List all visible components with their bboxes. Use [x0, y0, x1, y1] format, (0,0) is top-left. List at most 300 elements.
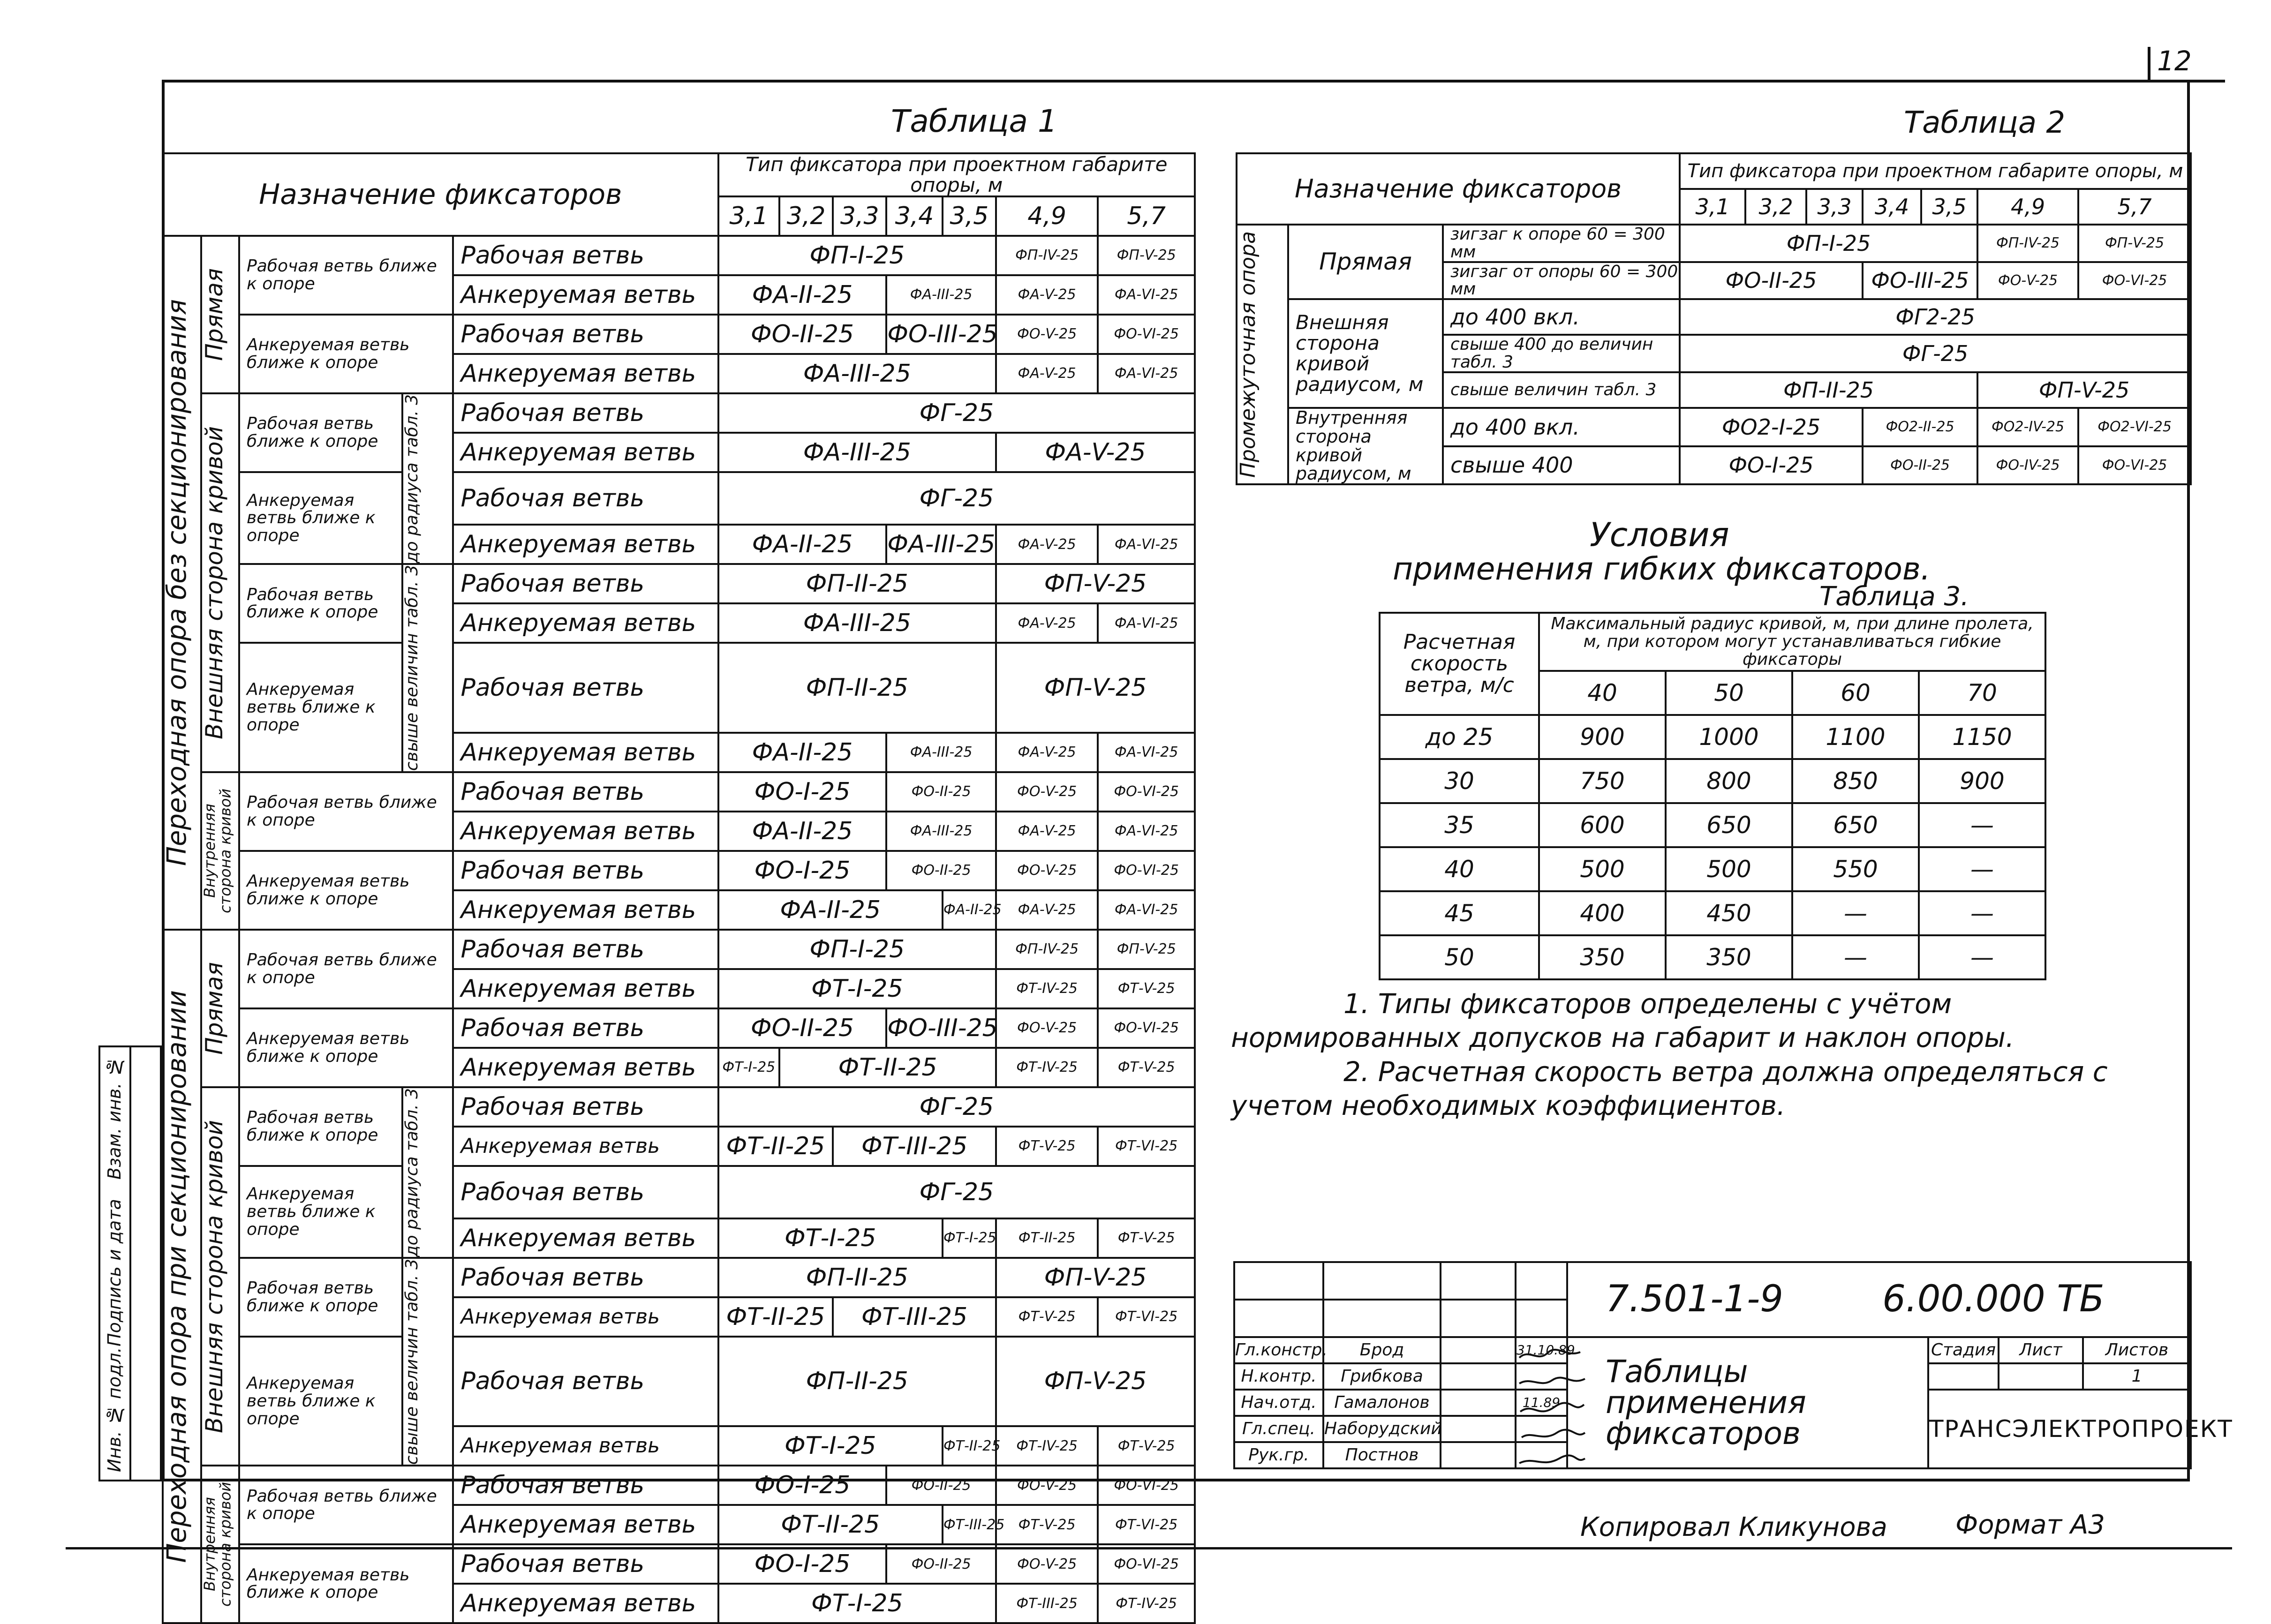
- t1-cell: ФА-V-25: [996, 433, 1195, 472]
- footer-copied: Копировал Кликунова: [1580, 1512, 1887, 1542]
- t2-cell: ФО-VI-25: [2078, 262, 2191, 300]
- t2-gauge: 5,7: [2078, 189, 2191, 225]
- t1-cell: ФО-II-25: [886, 1544, 996, 1584]
- t1-section-label: Внешняя сторона кривой: [201, 393, 240, 772]
- t2-cell: ФП-I-25: [1680, 225, 1977, 262]
- t2-cell: ФО2-II-25: [1863, 408, 1977, 446]
- t2-zigzag-to: зигзаг к опоре 60 = 300 мм: [1443, 225, 1680, 262]
- t2-cell: ФО-III-25: [1863, 262, 1977, 300]
- t1-radius-label: до радиуса табл. 3: [402, 1087, 453, 1258]
- t1-cell: ФТ-VI-25: [1098, 1297, 1195, 1337]
- t1-cell: ФО-II-25: [886, 1466, 996, 1505]
- table-row: [1380, 847, 2045, 891]
- t1-cell: ФТ-I-25: [718, 1426, 943, 1466]
- t2-zigzag-from: зигзаг от опоры 60 = 300 мм: [1443, 262, 1680, 300]
- t1-block-label: Анкеруемая ветвь ближе к опоре: [239, 1166, 402, 1258]
- t2-cell: ФО-II-25: [1863, 446, 1977, 485]
- t3-value: 550: [1792, 847, 1919, 891]
- t3-wind: 50: [1380, 935, 1539, 979]
- t3-value: 500: [1539, 847, 1666, 891]
- t1-cell: ФО-V-25: [996, 1544, 1098, 1584]
- t3-value: 1150: [1919, 715, 2045, 759]
- table-row: [1380, 891, 2045, 935]
- t1-cell: ФТ-II-25: [943, 1426, 996, 1466]
- table2-title: Таблица 2: [1904, 105, 2066, 140]
- t1-cell: ФТ-II-25: [779, 1048, 996, 1087]
- t1-cell: ФТ-I-25: [718, 969, 996, 1008]
- t1-block-label: Анкеруемая ветвь ближе к опоре: [239, 472, 402, 564]
- t1-branch: Рабочая ветвь: [453, 236, 718, 275]
- t1-branch: Анкеруемая ветвь: [453, 1426, 718, 1466]
- t2-gauge: 4,9: [1977, 189, 2078, 225]
- stamp-name: Брод: [1323, 1337, 1441, 1363]
- t1-branch: Анкеруемая ветвь: [453, 1127, 718, 1166]
- stamp-org: ТРАНСЭЛЕКТРОПРОЕКТ: [1928, 1390, 2191, 1468]
- t2-cell: ФО2-VI-25: [2078, 408, 2191, 446]
- t1-gauge: 3,3: [833, 196, 886, 236]
- t2-cell: ФП-V-25: [2078, 225, 2191, 262]
- t1-cell: ФО-VI-25: [1098, 851, 1195, 890]
- t2-cell: ФО-IV-25: [1977, 446, 2078, 485]
- t1-branch: Рабочая ветвь: [453, 1008, 718, 1048]
- t1-cell: ФП-IV-25: [996, 930, 1098, 969]
- t1-branch: Рабочая ветвь: [453, 643, 718, 732]
- t1-cell: ФА-VI-25: [1098, 354, 1195, 393]
- t1-cell: ФП-II-25: [718, 1337, 996, 1426]
- t1-cell: ФП-I-25: [718, 236, 996, 275]
- t2-cell: ФО2-IV-25: [1977, 408, 2078, 446]
- stamp-signature: [1441, 1442, 1516, 1468]
- t1-cell: ФА-V-25: [996, 603, 1098, 643]
- t1-block-label: Анкеруемая ветвь ближе к опоре: [239, 643, 402, 772]
- t1-cell: ФО-VI-25: [1098, 772, 1195, 812]
- stamp-name: Наборудский: [1323, 1416, 1441, 1442]
- t1-branch: Рабочая ветвь: [453, 1544, 718, 1584]
- page-number: 12: [2157, 45, 2192, 77]
- t1-cell: ФА-VI-25: [1098, 525, 1195, 564]
- t2-gauge: 3,5: [1921, 189, 1977, 225]
- stamp-sheets-label: Листов: [2083, 1337, 2191, 1363]
- t1-cell: ФА-III-25: [886, 812, 996, 851]
- t2-outer-label: Внешняя сторона кривой радиусом, м: [1288, 299, 1443, 408]
- stamp-stage-label: Стадия: [1928, 1337, 1999, 1363]
- t1-cell: ФТ-I-25: [718, 1048, 779, 1087]
- stamp-sheet-label: Лист: [1999, 1337, 2083, 1363]
- t1-cell: ФТ-V-25: [1098, 1426, 1195, 1466]
- side-label-replace: Взам. инв. №: [104, 1056, 125, 1180]
- t1-cell: ФП-V-25: [996, 1258, 1195, 1297]
- footer-format: Формат А3: [1955, 1510, 2105, 1540]
- t3-value: —: [1919, 847, 2045, 891]
- t1-cell: ФА-VI-25: [1098, 275, 1195, 315]
- t1-branch: Анкеруемая ветвь: [453, 969, 718, 1008]
- t3-span: 40: [1539, 671, 1666, 715]
- table-row: [1380, 803, 2045, 847]
- t2-outer-r3: свыше величин табл. 3: [1443, 372, 1680, 408]
- t3-wind-header: Расчетная скорость ветра, м/с: [1380, 613, 1539, 715]
- t1-cell: ФТ-VI-25: [1098, 1505, 1195, 1544]
- t1-gauge: 3,5: [943, 196, 996, 236]
- table2-purpose-header: Назначение фиксаторов: [1237, 153, 1680, 225]
- t1-cell: ФО-II-25: [718, 315, 887, 354]
- signature-5: [1519, 1455, 1585, 1463]
- t1-block-label: Анкеруемая ветвь ближе к опоре: [239, 1544, 453, 1623]
- t1-branch: Рабочая ветвь: [453, 1166, 718, 1218]
- t1-gauge: 3,1: [718, 196, 779, 236]
- t1-branch: Анкеруемая ветвь: [453, 603, 718, 643]
- t1-gauge: 4,9: [996, 196, 1098, 236]
- stamp-signature: [1441, 1390, 1516, 1416]
- t2-group-label: Промежуточная опора: [1237, 225, 1288, 484]
- t1-cell: ФП-V-25: [1098, 930, 1195, 969]
- t1-cell: ФО-I-25: [718, 772, 887, 812]
- t2-cell: ФП-II-25: [1680, 372, 1977, 408]
- t1-radius-label: до радиуса табл. 3: [402, 393, 453, 564]
- t1-cell: ФТ-V-25: [1098, 1218, 1195, 1258]
- stamp-signature: [1441, 1337, 1516, 1363]
- t3-span: 50: [1666, 671, 1792, 715]
- stamp-name: Постнов: [1323, 1442, 1441, 1468]
- t1-cell: ФО-III-25: [886, 1008, 996, 1048]
- note-2: 2. Расчетная скорость ветра должна определяться с учетом необходимых коэффициентов.: [1231, 1056, 2108, 1121]
- t1-cell: ФА-II-25: [718, 812, 887, 851]
- t1-cell: ФА-III-25: [886, 733, 996, 772]
- frame-top-line: [162, 80, 2225, 83]
- t1-cell: ФП-V-25: [1098, 236, 1195, 275]
- signature-4: [1522, 1430, 1585, 1437]
- t1-branch: Анкеруемая ветвь: [453, 275, 718, 315]
- t1-group-label: Переходная опора при секционировании: [163, 930, 201, 1624]
- t1-cell: ФА-III-25: [886, 275, 996, 315]
- t1-branch: Рабочая ветвь: [453, 1258, 718, 1297]
- t3-value: —: [1919, 935, 2045, 979]
- t1-block-label: Рабочая ветвь ближе к опоре: [239, 564, 402, 643]
- t1-block-label: Анкеруемая ветвь ближе к опоре: [239, 315, 453, 393]
- t1-cell: ФП-V-25: [996, 643, 1195, 732]
- t1-cell: ФА-V-25: [996, 890, 1098, 930]
- t1-cell: ФП-II-25: [718, 564, 996, 603]
- t3-value: 650: [1666, 803, 1792, 847]
- t2-gauge: 3,1: [1680, 189, 1745, 225]
- t1-cell: ФТ-VI-25: [1098, 1127, 1195, 1166]
- t1-branch: Рабочая ветвь: [453, 564, 718, 603]
- t1-cell: ФО-VI-25: [1098, 1466, 1195, 1505]
- t1-cell: ФТ-III-25: [943, 1505, 996, 1544]
- page-number-box: [2148, 47, 2150, 83]
- t1-cell: ФА-II-25: [718, 525, 887, 564]
- t1-branch: Рабочая ветвь: [453, 1337, 718, 1426]
- t1-block-label: Рабочая ветвь ближе к опоре: [239, 930, 453, 1008]
- t3-value: 1000: [1666, 715, 1792, 759]
- t1-cell: ФТ-I-25: [718, 1584, 996, 1623]
- t3-value: 900: [1539, 715, 1666, 759]
- t1-cell: ФО-VI-25: [1098, 1544, 1195, 1584]
- t1-block-label: Анкеруемая ветвь ближе к опоре: [239, 1008, 453, 1087]
- t1-cell: ФП-IV-25: [996, 236, 1098, 275]
- t1-branch: Анкеруемая ветвь: [453, 812, 718, 851]
- t1-branch: Анкеруемая ветвь: [453, 733, 718, 772]
- t1-cell: ФА-III-25: [886, 525, 996, 564]
- t2-gauge: 3,4: [1863, 189, 1921, 225]
- t1-cell: ФТ-II-25: [718, 1505, 943, 1544]
- t3-value: 750: [1539, 759, 1666, 803]
- t2-cell: ФО-V-25: [1977, 262, 2078, 300]
- t1-cell: ФА-VI-25: [1098, 603, 1195, 643]
- t1-cell: ФО-II-25: [718, 1008, 887, 1048]
- t3-value: —: [1792, 935, 1919, 979]
- t3-radius-header: Максимальный радиус кривой, м, при длине пролета, м, при котором могут устанавливаться гибкие фиксаторы: [1539, 613, 2045, 671]
- t1-cell: ФП-I-25: [718, 930, 996, 969]
- t3-value: 600: [1539, 803, 1666, 847]
- t1-cell: ФО-VI-25: [1098, 315, 1195, 354]
- t1-branch: Рабочая ветвь: [453, 930, 718, 969]
- t1-cell: ФТ-III-25: [996, 1584, 1098, 1623]
- t1-cell: ФТ-IV-25: [996, 1048, 1098, 1087]
- t1-branch: Рабочая ветвь: [453, 851, 718, 890]
- t1-cell: ФО-V-25: [996, 851, 1098, 890]
- t1-branch: Анкеруемая ветвь: [453, 525, 718, 564]
- stamp-role: Нач.отд.: [1234, 1390, 1323, 1416]
- t1-branch: Анкеруемая ветвь: [453, 1297, 718, 1337]
- t1-cell: ФА-V-25: [996, 812, 1098, 851]
- stamp-name: Грибкова: [1323, 1363, 1441, 1390]
- t1-cell: ФТ-III-25: [833, 1297, 996, 1337]
- t1-cell: ФТ-II-25: [996, 1218, 1098, 1258]
- t3-value: 450: [1666, 891, 1792, 935]
- t1-cell: ФТ-III-25: [833, 1127, 996, 1166]
- t1-cell: ФА-II-25: [943, 890, 996, 930]
- stamp-signature: [1441, 1416, 1516, 1442]
- t1-cell: ФО-I-25: [718, 1466, 887, 1505]
- signature-2: [1519, 1377, 1585, 1383]
- t1-cell: ФА-V-25: [996, 354, 1098, 393]
- t1-cell: ФО-V-25: [996, 315, 1098, 354]
- conditions-subtitle: применения гибких фиксаторов.: [1393, 551, 1931, 587]
- t3-wind: 40: [1380, 847, 1539, 891]
- table3: [1379, 612, 2046, 980]
- t1-branch: Рабочая ветвь: [453, 1466, 718, 1505]
- t1-branch: Рабочая ветвь: [453, 472, 718, 525]
- signature-1: [1519, 1350, 1580, 1358]
- t3-wind: до 25: [1380, 715, 1539, 759]
- t1-block-label: Анкеруемая ветвь ближе к опоре: [239, 851, 453, 930]
- t1-cell: ФП-II-25: [718, 1258, 996, 1297]
- t3-value: —: [1919, 803, 2045, 847]
- t1-cell: ФП-V-25: [996, 564, 1195, 603]
- t1-cell: ФГ-25: [718, 1087, 1195, 1127]
- t1-branch: Анкеруемая ветвь: [453, 354, 718, 393]
- t3-value: 400: [1539, 891, 1666, 935]
- table1-purpose-header: Назначение фиксаторов: [163, 153, 718, 236]
- t1-branch: Рабочая ветвь: [453, 1087, 718, 1127]
- stamp-signature: [1441, 1363, 1516, 1390]
- t1-cell: ФА-V-25: [996, 733, 1098, 772]
- t2-cell: ФО-II-25: [1680, 262, 1863, 300]
- t1-radius-label: свыше величин табл. 3: [402, 564, 453, 772]
- t2-cell: ФП-IV-25: [1977, 225, 2078, 262]
- t1-cell: ФГ-25: [718, 472, 1195, 525]
- side-label-inv: Инв. № подл.: [104, 1347, 125, 1472]
- t1-cell: ФТ-V-25: [1098, 1048, 1195, 1087]
- stamp-sheets-value: 1: [2083, 1363, 2191, 1390]
- t1-gauge: 3,4: [886, 196, 943, 236]
- t3-value: 800: [1666, 759, 1792, 803]
- t1-cell: ФТ-IV-25: [996, 969, 1098, 1008]
- t1-gauge: 5,7: [1098, 196, 1195, 236]
- title-block: [1233, 1261, 2233, 1469]
- t1-block-label: Рабочая ветвь ближе к опоре: [239, 236, 453, 315]
- t2-outer-r1: до 400 вкл.: [1443, 299, 1680, 335]
- stamp-doc: 6.00.000 ТБ: [1882, 1278, 2105, 1321]
- t3-value: —: [1792, 891, 1919, 935]
- table1-type-header: Тип фиксатора при проектном габарите опоры, м: [718, 153, 1195, 196]
- t1-cell: ФА-II-25: [718, 733, 887, 772]
- stamp-role: Гл.констр.: [1234, 1337, 1323, 1363]
- t1-branch: Рабочая ветвь: [453, 393, 718, 433]
- t1-block-label: Рабочая ветвь ближе к опоре: [239, 772, 453, 851]
- t2-outer-r2: свыше 400 до величин табл. 3: [1443, 335, 1680, 372]
- t1-gauge: 3,2: [779, 196, 833, 236]
- t3-wind: 45: [1380, 891, 1539, 935]
- t1-branch: Анкеруемая ветвь: [453, 1505, 718, 1544]
- t1-branch: Анкеруемая ветвь: [453, 1584, 718, 1623]
- t1-cell: ФО-III-25: [886, 315, 996, 354]
- note-1: 1. Типы фиксаторов определены с учётом нормированных допусков на габарит и наклон опоры.: [1231, 988, 2014, 1053]
- t1-cell: ФО-V-25: [996, 1008, 1098, 1048]
- t1-cell: ФА-V-25: [996, 525, 1098, 564]
- table3-title: Таблица 3.: [1819, 581, 1969, 612]
- t2-inner-label: Внутренняя сторона кривой радиусом, м: [1288, 408, 1443, 485]
- t1-cell: ФА-III-25: [718, 603, 996, 643]
- table1-title: Таблица 1: [891, 103, 1057, 139]
- table-row: [1380, 935, 2045, 979]
- t1-cell: ФО-I-25: [718, 851, 887, 890]
- t1-cell: ФА-III-25: [718, 433, 996, 472]
- t3-wind: 30: [1380, 759, 1539, 803]
- t1-block-label: Рабочая ветвь ближе к опоре: [239, 393, 402, 472]
- t2-gauge: 3,3: [1806, 189, 1863, 225]
- t1-cell: ФП-II-25: [718, 643, 996, 732]
- t2-cell: ФГ-25: [1680, 335, 2191, 372]
- t2-cell: ФО2-I-25: [1680, 408, 1863, 446]
- stamp-role: Н.контр.: [1234, 1363, 1323, 1390]
- table1: [162, 152, 1196, 1624]
- table2: [1236, 152, 2192, 485]
- t3-value: 350: [1666, 935, 1792, 979]
- t1-cell: ФТ-V-25: [996, 1505, 1098, 1544]
- t1-branch: Рабочая ветвь: [453, 315, 718, 354]
- t1-section-label: Прямая: [201, 930, 240, 1087]
- t1-cell: ФА-VI-25: [1098, 733, 1195, 772]
- stamp-name: Гамалонов: [1323, 1390, 1441, 1416]
- t1-cell: ФО-II-25: [886, 851, 996, 890]
- t1-cell: ФП-V-25: [996, 1337, 1195, 1426]
- t1-cell: ФА-II-25: [718, 890, 943, 930]
- t1-cell: ФО-V-25: [996, 1466, 1098, 1505]
- side-label-sign: Подпись и дата: [104, 1199, 125, 1347]
- t1-cell: ФА-VI-25: [1098, 890, 1195, 930]
- t1-block-label: Рабочая ветвь ближе к опоре: [239, 1087, 402, 1166]
- t2-inner-r1: до 400 вкл.: [1443, 408, 1680, 446]
- t1-section-label: Внутренняя сторона кривой: [201, 1466, 240, 1623]
- stamp-code: 7.501-1-9: [1606, 1278, 1783, 1321]
- t3-value: 1100: [1792, 715, 1919, 759]
- t1-cell: ФТ-IV-25: [996, 1426, 1098, 1466]
- t1-section-label: Внешняя сторона кривой: [201, 1087, 240, 1466]
- conditions-title: Условия: [1590, 516, 1729, 554]
- t2-cell: ФП-V-25: [1977, 372, 2191, 408]
- t1-cell: ФА-VI-25: [1098, 812, 1195, 851]
- t3-value: 900: [1919, 759, 2045, 803]
- stamp-role: Гл.спец.: [1234, 1416, 1323, 1442]
- t1-cell: ФТ-V-25: [1098, 969, 1195, 1008]
- t1-cell: ФО-II-25: [886, 772, 996, 812]
- t1-cell: ФТ-IV-25: [1098, 1584, 1195, 1623]
- t3-span: 60: [1792, 671, 1919, 715]
- t3-value: 650: [1792, 803, 1919, 847]
- stamp-date: 11.89: [1516, 1390, 1567, 1416]
- t2-cell: ФО-VI-25: [2078, 446, 2191, 485]
- t1-cell: ФГ-25: [718, 1166, 1195, 1218]
- t1-cell: ФО-V-25: [996, 772, 1098, 812]
- stamp-date: 31.10.89: [1516, 1337, 1567, 1363]
- t1-section-label: Прямая: [201, 236, 240, 393]
- t1-cell: ФТ-V-25: [996, 1127, 1098, 1166]
- t3-span: 70: [1919, 671, 2045, 715]
- table-row: [1380, 715, 2045, 759]
- t1-branch: Анкеруемая ветвь: [453, 1218, 718, 1258]
- t1-group-label: Переходная опора без секционирования: [163, 236, 201, 930]
- t1-cell: ФО-I-25: [718, 1544, 887, 1584]
- t1-section-label: Внутренняя сторона кривой: [201, 772, 240, 930]
- t1-radius-label: свыше величин табл. 3: [402, 1258, 453, 1466]
- t1-cell: ФТ-I-25: [943, 1218, 996, 1258]
- t1-cell: ФА-III-25: [718, 354, 996, 393]
- t1-cell: ФА-V-25: [996, 275, 1098, 315]
- signature-3: [1520, 1403, 1584, 1412]
- side-strip-divider: [129, 1045, 131, 1481]
- t1-branch: Анкеруемая ветвь: [453, 890, 718, 930]
- t3-wind: 35: [1380, 803, 1539, 847]
- t2-gauge: 3,2: [1745, 189, 1806, 225]
- t1-cell: ФГ-25: [718, 393, 1195, 433]
- t1-block-label: Рабочая ветвь ближе к опоре: [239, 1258, 402, 1337]
- stamp-role: Рук.гр.: [1234, 1442, 1323, 1468]
- t1-branch: Рабочая ветвь: [453, 772, 718, 812]
- t1-cell: ФТ-II-25: [718, 1297, 833, 1337]
- t1-cell: ФТ-II-25: [718, 1127, 833, 1166]
- t1-branch: Анкеруемая ветвь: [453, 1048, 718, 1087]
- t2-straight-label: Прямая: [1288, 225, 1443, 299]
- t3-value: —: [1919, 891, 2045, 935]
- t1-cell: ФО-VI-25: [1098, 1008, 1195, 1048]
- t1-branch: Анкеруемая ветвь: [453, 433, 718, 472]
- t2-cell: ФГ2-25: [1680, 299, 2191, 335]
- stamp-title: Таблицы применения фиксаторов: [1567, 1337, 1928, 1468]
- t1-block-label: Анкеруемая ветвь ближе к опоре: [239, 1337, 402, 1466]
- t2-inner-r2: свыше 400: [1443, 446, 1680, 485]
- t1-cell: ФА-II-25: [718, 275, 887, 315]
- table2-type-header: Тип фиксатора при проектном габарите опоры, м: [1680, 153, 2191, 189]
- t3-value: 350: [1539, 935, 1666, 979]
- t2-cell: ФО-I-25: [1680, 446, 1863, 485]
- table-row: [1380, 759, 2045, 803]
- t1-block-label: Рабочая ветвь ближе к опоре: [239, 1466, 453, 1544]
- t3-value: 500: [1666, 847, 1792, 891]
- t1-cell: ФТ-V-25: [996, 1297, 1098, 1337]
- signatures-svg: [1515, 1344, 1590, 1475]
- t1-cell: ФТ-I-25: [718, 1218, 943, 1258]
